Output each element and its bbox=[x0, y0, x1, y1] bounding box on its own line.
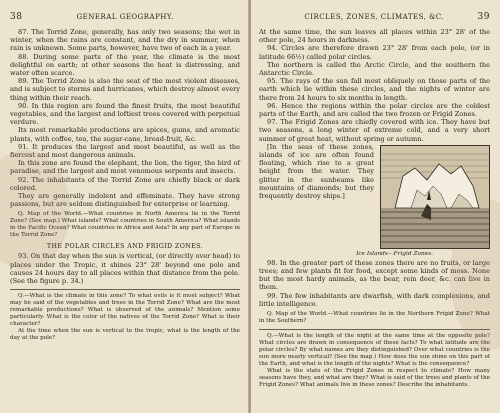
paragraph-91: 91. It produces the largest and most beautiful, as well as the fiercest and most dangerous animals. bbox=[10, 142, 240, 160]
paragraph-inhabitants: They are generally indolent and effeminate. They have strong passions, but are seldom distinguished for enterprise or learning. bbox=[10, 192, 240, 209]
left-questions: Q.—What is the climate in this zone? To what evils is it most subject? What may be said of the vegetables and trees in the Torrid Zone? What are the most remarkable productions? What is observed of the animals? Mention some particularly. What is the color of the natives of the Torrid Zone? What is their character? bbox=[10, 293, 240, 328]
left-page bbox=[0, 0, 249, 413]
figure-caption: Ice Islands—Frigid Zones. bbox=[356, 250, 433, 257]
right-map-question: Q. Map of the World.—What countries lie in the Northern Frigid Zone? What in the Southern? bbox=[259, 311, 490, 325]
right-page bbox=[251, 0, 500, 413]
paragraph-87: 87. The Torrid Zone, generally, has only two seasons; the wet in winter, when the rains are constant, and the dry in summer, when rain is unknown. Some parts, however, have two of each in a year. bbox=[10, 28, 240, 53]
paragraph-arctic: The northern is called the Arctic Circle, and the southern the Antarctic Circle. bbox=[259, 60, 490, 78]
right-rule bbox=[259, 329, 490, 330]
paragraph-88: 88. During some parts of the year, the climate is the most delightful on earth; at other seasons the heat is distressing, and water often scarce. bbox=[10, 52, 240, 78]
paragraph-96: 96. Hence the regions within the polar circles are the coldest parts of the Earth, and are called the two frozen or Frigid Zones. bbox=[259, 101, 490, 119]
right-questions: Q.—What is the length of the night at the same time at the opposite pole? What circles are drawn in consequence of these facts? To what latitude are the polar circles? By what names are they distinguished? Over what countries is the sun more nearly vertical? (See the map.) How does the sun shine on this part of the Earth, and what is the length of the nights? What is the consequence? bbox=[259, 333, 490, 368]
left-header bbox=[10, 12, 240, 22]
paragraph-90: 90. In this region are found the finest fruits, the most beautiful vegetables, and the largest and loftiest trees covered with perpetual verdure. bbox=[10, 101, 240, 127]
left-running-head: GENERAL GEOGRAPHY. bbox=[76, 13, 174, 21]
paragraph-93: 93. On that day when the sun is vertical, (or directly over head) to places under the Tropic, it shines 23° 28' beyond one pole and causes 24 hours day to all places within that distance from the pole. (See the figure p. 34.) bbox=[10, 252, 240, 286]
right-running-head: CIRCLES, ZONES, CLIMATES, &C. bbox=[304, 13, 445, 21]
paragraph-95: 95. The rays of the sun fall most obliquely on those parts of the earth which lie within these circles, and the nights of winter are there from 24 hours to six months in length. bbox=[259, 77, 490, 102]
right-page-number: 39 bbox=[477, 12, 490, 22]
paragraph-99: 99. The few inhabitants are dwarfish, with dark complexions, and little intelligence. bbox=[259, 291, 490, 308]
paragraph-97: 97. The Frigid Zones are chiefly covered with ice. They have but two seasons, a long winter of extreme cold, and a very short summer of great heat, without spring or autumn. bbox=[259, 118, 490, 143]
left-rule bbox=[10, 289, 240, 290]
left-map-question: Q. Map of the World.—What countries in North America lie in the Torrid Zone? (See map.) What islands? What countries in South America? What islands in the Pacific Ocean? What countries in Africa and Asia? In any part of Europe in the Torrid Zone? bbox=[10, 211, 240, 239]
section-title: THE POLAR CIRCLES AND FRIGID ZONES. bbox=[46, 243, 204, 251]
paragraph-darkness: At the same time, the sun leaves all places within 23° 28' of the other pole, 24 hours in darkness. bbox=[259, 28, 490, 45]
paragraph-productions: Its most remarkable productions are spices, gums, and aromatic plants, with coffee, tea, the sugar-cane, bread-fruit, &c. bbox=[10, 126, 240, 143]
ice-islands-illustration bbox=[380, 145, 490, 249]
left-question-tail: At the time when the sun is vertical to the tropic, what is the length of the day at the pole? bbox=[10, 328, 240, 342]
right-question-tail: What is the state of the Frigid Zones in respect to climate? How many seasons have they, and what are they? What is said of the trees and plants of the Frigid Zones? What animals live in these zones? Describe the inhabitants. bbox=[259, 368, 490, 389]
ice-islands-engraving bbox=[381, 146, 489, 248]
paragraph-92: 92. The inhabitants of the Torrid Zone are chiefly black or dark colored. bbox=[10, 175, 240, 192]
left-page-number: 38 bbox=[10, 12, 23, 22]
right-header bbox=[259, 12, 490, 22]
paragraph-94: 94. Circles are therefore drawn 23° 28' from each pole, (or in latitude 66½) called polar circles. bbox=[259, 44, 490, 61]
figure-text: [In the seas of these zones, islands of ice are often found floating, which rise to a great height from the water. They glitter in the sunbeams like mountains of diamonds; but they frequently destroy ships.] bbox=[259, 142, 374, 201]
paragraph-98: 98. In the greater part of these zones there are no fruits, or large trees; and few plants fit for food, except some kinds of moss. None but the most hardy animals, as the bear, rein deer, &c. can live in them. bbox=[259, 258, 490, 292]
figure-block bbox=[259, 143, 490, 257]
paragraph-89: 89. The Torrid Zone is also the seat of the most violent diseases, and is subject to storms and hurricanes, which destroy almost every thing within their reach. bbox=[10, 77, 240, 102]
paragraph-animals: In this zone are found the elephant, the lion, the tiger, the bird of paradise, and the largest and most venomous serpents and insects. bbox=[10, 159, 240, 176]
